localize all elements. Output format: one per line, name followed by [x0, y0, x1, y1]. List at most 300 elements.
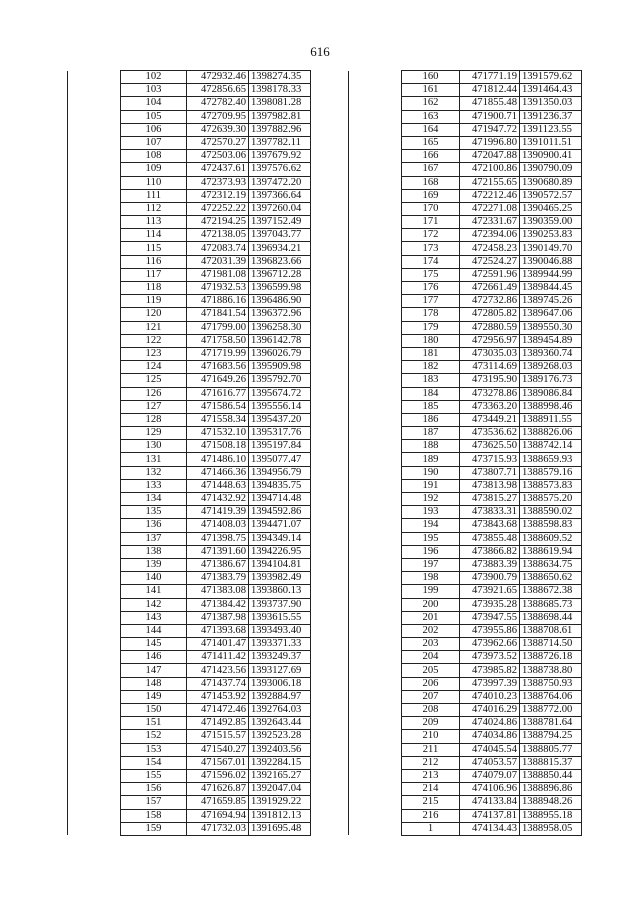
point-number-cell: 102 [121, 71, 187, 84]
point-number-cell: 159 [121, 822, 187, 835]
x-coordinate-cell: 472394.06 [460, 229, 520, 242]
table-row [68, 690, 311, 703]
blank-column-cell [68, 427, 121, 440]
blank-column-cell [349, 361, 402, 374]
point-number-cell: 160 [402, 71, 460, 84]
point-number-cell: 117 [121, 268, 187, 281]
x-coordinate-cell: 471626.87 [187, 783, 249, 796]
point-number-cell: 191 [402, 479, 460, 492]
point-number-cell: 209 [402, 717, 460, 730]
x-coordinate-cell: 474010.23 [460, 690, 520, 703]
y-coordinate-cell: 1396486.90 [249, 295, 311, 308]
table-row [68, 545, 311, 558]
point-number-cell: 130 [121, 440, 187, 453]
x-coordinate-cell: 474016.29 [460, 704, 520, 717]
point-number-cell: 214 [402, 783, 460, 796]
blank-column-cell [68, 71, 121, 84]
table-row [68, 440, 311, 453]
blank-column-cell [68, 730, 121, 743]
x-coordinate-cell: 471771.19 [460, 71, 520, 84]
x-coordinate-cell: 471719.99 [187, 347, 249, 360]
y-coordinate-cell: 1397152.49 [249, 216, 311, 229]
blank-column-cell [349, 598, 402, 611]
blank-column-cell [68, 361, 121, 374]
x-coordinate-cell: 473035.03 [460, 347, 520, 360]
point-number-cell: 183 [402, 374, 460, 387]
point-number-cell: 151 [121, 717, 187, 730]
y-coordinate-cell: 1393127.69 [249, 664, 311, 677]
table-row [349, 532, 582, 545]
blank-column-cell [68, 769, 121, 782]
table-row [68, 400, 311, 413]
table-row [68, 651, 311, 664]
y-coordinate-cell: 1393006.18 [249, 677, 311, 690]
blank-column-cell [68, 321, 121, 334]
point-number-cell: 206 [402, 677, 460, 690]
x-coordinate-cell: 472031.39 [187, 255, 249, 268]
table-row [68, 347, 311, 360]
x-coordinate-cell: 474133.84 [460, 796, 520, 809]
point-number-cell: 136 [121, 519, 187, 532]
blank-column-cell [68, 558, 121, 571]
x-coordinate-cell: 471432.92 [187, 493, 249, 506]
x-coordinate-cell: 473997.39 [460, 677, 520, 690]
blank-column-cell [349, 229, 402, 242]
table-row [68, 638, 311, 651]
table-row [349, 743, 582, 756]
table-row [349, 453, 582, 466]
y-coordinate-cell: 1390046.88 [520, 255, 582, 268]
x-coordinate-cell: 473114.69 [460, 361, 520, 374]
point-number-cell: 149 [121, 690, 187, 703]
y-coordinate-cell: 1389844.45 [520, 282, 582, 295]
x-coordinate-cell: 471486.10 [187, 453, 249, 466]
point-number-cell: 192 [402, 493, 460, 506]
point-number-cell: 1 [402, 822, 460, 835]
x-coordinate-cell: 474079.07 [460, 769, 520, 782]
x-coordinate-cell: 471383.08 [187, 585, 249, 598]
table-row [68, 295, 311, 308]
point-number-cell: 131 [121, 453, 187, 466]
y-coordinate-cell: 1391011.51 [520, 136, 582, 149]
y-coordinate-cell: 1389550.30 [520, 321, 582, 334]
table-row [68, 361, 311, 374]
point-number-cell: 207 [402, 690, 460, 703]
table-row [349, 163, 582, 176]
x-coordinate-cell: 472194.25 [187, 216, 249, 229]
table-row [349, 651, 582, 664]
y-coordinate-cell: 1388672.38 [520, 585, 582, 598]
point-number-cell: 124 [121, 361, 187, 374]
blank-column-cell [68, 334, 121, 347]
point-number-cell: 123 [121, 347, 187, 360]
x-coordinate-cell: 471401.47 [187, 638, 249, 651]
y-coordinate-cell: 1397472.20 [249, 176, 311, 189]
point-number-cell: 114 [121, 229, 187, 242]
y-coordinate-cell: 1388726.18 [520, 651, 582, 664]
y-coordinate-cell: 1388573.83 [520, 479, 582, 492]
x-coordinate-cell: 474137.81 [460, 809, 520, 822]
point-number-cell: 118 [121, 282, 187, 295]
table-row [68, 466, 311, 479]
point-number-cell: 162 [402, 97, 460, 110]
x-coordinate-cell: 474134.43 [460, 822, 520, 835]
x-coordinate-cell: 471398.75 [187, 532, 249, 545]
table-row [349, 189, 582, 202]
x-coordinate-cell: 473843.68 [460, 519, 520, 532]
x-coordinate-cell: 472437.61 [187, 163, 249, 176]
blank-column-cell [349, 572, 402, 585]
point-number-cell: 204 [402, 651, 460, 664]
y-coordinate-cell: 1388575.20 [520, 493, 582, 506]
point-number-cell: 154 [121, 756, 187, 769]
point-number-cell: 108 [121, 150, 187, 163]
point-number-cell: 169 [402, 189, 460, 202]
x-coordinate-cell: 472083.74 [187, 242, 249, 255]
point-number-cell: 141 [121, 585, 187, 598]
y-coordinate-cell: 1388685.73 [520, 598, 582, 611]
x-coordinate-cell: 471758.50 [187, 334, 249, 347]
point-number-cell: 128 [121, 413, 187, 426]
table-row [68, 519, 311, 532]
x-coordinate-cell: 474024.86 [460, 717, 520, 730]
x-coordinate-cell: 472524.27 [460, 255, 520, 268]
y-coordinate-cell: 1396372.96 [249, 308, 311, 321]
table-row [349, 493, 582, 506]
blank-column-cell [349, 374, 402, 387]
y-coordinate-cell: 1394835.75 [249, 479, 311, 492]
x-coordinate-cell: 471616.77 [187, 387, 249, 400]
y-coordinate-cell: 1395197.84 [249, 440, 311, 453]
point-number-cell: 156 [121, 783, 187, 796]
table-row [349, 690, 582, 703]
x-coordinate-cell: 472312.19 [187, 189, 249, 202]
table-row [349, 598, 582, 611]
table-row [68, 229, 311, 242]
y-coordinate-cell: 1396823.66 [249, 255, 311, 268]
blank-column-cell [68, 545, 121, 558]
blank-column-cell [68, 704, 121, 717]
blank-column-cell [68, 532, 121, 545]
y-coordinate-cell: 1391464.43 [520, 84, 582, 97]
table-row [349, 136, 582, 149]
table-row [349, 84, 582, 97]
x-coordinate-cell: 473973.52 [460, 651, 520, 664]
blank-column-cell [349, 255, 402, 268]
x-coordinate-cell: 472709.95 [187, 110, 249, 123]
blank-column-cell [349, 769, 402, 782]
y-coordinate-cell: 1388742.14 [520, 440, 582, 453]
x-coordinate-cell: 473921.65 [460, 585, 520, 598]
blank-column-cell [68, 255, 121, 268]
table-row [349, 295, 582, 308]
blank-column-cell [349, 163, 402, 176]
blank-column-cell [68, 638, 121, 651]
blank-column-cell [349, 506, 402, 519]
blank-column-cell [349, 176, 402, 189]
y-coordinate-cell: 1388619.94 [520, 545, 582, 558]
y-coordinate-cell: 1388826.06 [520, 427, 582, 440]
x-coordinate-cell: 471453.92 [187, 690, 249, 703]
x-coordinate-cell: 471423.56 [187, 664, 249, 677]
table-row [68, 334, 311, 347]
table-row [349, 440, 582, 453]
y-coordinate-cell: 1397982.81 [249, 110, 311, 123]
table-row [349, 268, 582, 281]
table-row [68, 624, 311, 637]
point-number-cell: 177 [402, 295, 460, 308]
point-number-cell: 187 [402, 427, 460, 440]
blank-column-cell [68, 282, 121, 295]
point-number-cell: 197 [402, 558, 460, 571]
x-coordinate-cell: 471419.39 [187, 506, 249, 519]
x-coordinate-cell: 471472.46 [187, 704, 249, 717]
y-coordinate-cell: 1394104.81 [249, 558, 311, 571]
blank-column-cell [68, 413, 121, 426]
y-coordinate-cell: 1388714.50 [520, 638, 582, 651]
x-coordinate-cell: 473935.28 [460, 598, 520, 611]
x-coordinate-cell: 472591.96 [460, 268, 520, 281]
point-number-cell: 186 [402, 413, 460, 426]
table-row [68, 136, 311, 149]
point-number-cell: 180 [402, 334, 460, 347]
table-row [68, 493, 311, 506]
blank-column-cell [68, 506, 121, 519]
blank-column-cell [68, 493, 121, 506]
x-coordinate-cell: 472252.22 [187, 202, 249, 215]
y-coordinate-cell: 1396934.21 [249, 242, 311, 255]
blank-column-cell [68, 176, 121, 189]
blank-column-cell [68, 743, 121, 756]
y-coordinate-cell: 1388708.61 [520, 624, 582, 637]
table-row [68, 308, 311, 321]
blank-column-cell [68, 519, 121, 532]
point-number-cell: 181 [402, 347, 460, 360]
table-row [349, 229, 582, 242]
blank-column-cell [68, 822, 121, 835]
table-row [349, 361, 582, 374]
table-row [68, 84, 311, 97]
point-number-cell: 155 [121, 769, 187, 782]
y-coordinate-cell: 1395077.47 [249, 453, 311, 466]
table-row [349, 809, 582, 822]
y-coordinate-cell: 1388815.37 [520, 756, 582, 769]
point-number-cell: 120 [121, 308, 187, 321]
y-coordinate-cell: 1396142.78 [249, 334, 311, 347]
point-number-cell: 145 [121, 638, 187, 651]
blank-column-cell [349, 295, 402, 308]
table-row [68, 413, 311, 426]
point-number-cell: 202 [402, 624, 460, 637]
table-row [349, 97, 582, 110]
x-coordinate-cell: 471841.54 [187, 308, 249, 321]
x-coordinate-cell: 472138.05 [187, 229, 249, 242]
blank-column-cell [68, 624, 121, 637]
blank-column-cell [68, 123, 121, 136]
y-coordinate-cell: 1388698.44 [520, 611, 582, 624]
x-coordinate-cell: 473278.86 [460, 387, 520, 400]
x-coordinate-cell: 473625.50 [460, 440, 520, 453]
point-number-cell: 208 [402, 704, 460, 717]
blank-column-cell [349, 730, 402, 743]
table-row [349, 783, 582, 796]
blank-column-cell [68, 400, 121, 413]
blank-column-cell [68, 664, 121, 677]
y-coordinate-cell: 1396258.30 [249, 321, 311, 334]
table-row [349, 123, 582, 136]
blank-column-cell [68, 136, 121, 149]
blank-column-cell [349, 690, 402, 703]
point-number-cell: 175 [402, 268, 460, 281]
coordinates-table-right [348, 70, 582, 836]
blank-column-cell [349, 756, 402, 769]
x-coordinate-cell: 471408.03 [187, 519, 249, 532]
table-row [68, 822, 311, 835]
x-coordinate-cell: 472503.06 [187, 150, 249, 163]
table-row [349, 387, 582, 400]
x-coordinate-cell: 474045.54 [460, 743, 520, 756]
point-number-cell: 146 [121, 651, 187, 664]
table-row [349, 466, 582, 479]
y-coordinate-cell: 1391812.13 [249, 809, 311, 822]
point-number-cell: 176 [402, 282, 460, 295]
blank-column-cell [349, 427, 402, 440]
y-coordinate-cell: 1388650.62 [520, 572, 582, 585]
table-row [68, 677, 311, 690]
y-coordinate-cell: 1390465.25 [520, 202, 582, 215]
x-coordinate-cell: 471558.34 [187, 413, 249, 426]
x-coordinate-cell: 472732.86 [460, 295, 520, 308]
blank-column-cell [349, 479, 402, 492]
table-row [68, 71, 311, 84]
point-number-cell: 133 [121, 479, 187, 492]
point-number-cell: 134 [121, 493, 187, 506]
table-row [68, 756, 311, 769]
y-coordinate-cell: 1388805.77 [520, 743, 582, 756]
blank-column-cell [68, 97, 121, 110]
blank-column-cell [349, 809, 402, 822]
blank-column-cell [68, 84, 121, 97]
table-row [349, 71, 582, 84]
y-coordinate-cell: 1395317.76 [249, 427, 311, 440]
x-coordinate-cell: 473363.20 [460, 400, 520, 413]
blank-column-cell [349, 440, 402, 453]
y-coordinate-cell: 1388955.18 [520, 809, 582, 822]
table-row [68, 150, 311, 163]
x-coordinate-cell: 472880.59 [460, 321, 520, 334]
blank-column-cell [349, 558, 402, 571]
x-coordinate-cell: 473449.21 [460, 413, 520, 426]
blank-column-cell [349, 136, 402, 149]
blank-column-cell [349, 704, 402, 717]
y-coordinate-cell: 1389268.03 [520, 361, 582, 374]
table-row [68, 558, 311, 571]
y-coordinate-cell: 1392403.56 [249, 743, 311, 756]
y-coordinate-cell: 1388850.44 [520, 769, 582, 782]
blank-column-cell [349, 493, 402, 506]
y-coordinate-cell: 1393249.37 [249, 651, 311, 664]
table-row [68, 809, 311, 822]
point-number-cell: 179 [402, 321, 460, 334]
y-coordinate-cell: 1388794.25 [520, 730, 582, 743]
x-coordinate-cell: 472047.88 [460, 150, 520, 163]
point-number-cell: 144 [121, 624, 187, 637]
point-number-cell: 196 [402, 545, 460, 558]
y-coordinate-cell: 1391695.48 [249, 822, 311, 835]
table-row [68, 730, 311, 743]
x-coordinate-cell: 473833.31 [460, 506, 520, 519]
table-row [349, 717, 582, 730]
x-coordinate-cell: 472639.30 [187, 123, 249, 136]
blank-column-cell [68, 796, 121, 809]
point-number-cell: 168 [402, 176, 460, 189]
point-number-cell: 129 [121, 427, 187, 440]
blank-column-cell [349, 202, 402, 215]
table-row [349, 756, 582, 769]
table-row [68, 479, 311, 492]
table-row [68, 189, 311, 202]
blank-column-cell [349, 216, 402, 229]
blank-column-cell [68, 611, 121, 624]
table-row [349, 677, 582, 690]
x-coordinate-cell: 471996.80 [460, 136, 520, 149]
blank-column-cell [349, 822, 402, 835]
point-number-cell: 189 [402, 453, 460, 466]
table-row [68, 743, 311, 756]
point-number-cell: 165 [402, 136, 460, 149]
point-number-cell: 194 [402, 519, 460, 532]
y-coordinate-cell: 1392047.04 [249, 783, 311, 796]
y-coordinate-cell: 1392523.28 [249, 730, 311, 743]
y-coordinate-cell: 1389360.74 [520, 347, 582, 360]
table-row [349, 638, 582, 651]
point-number-cell: 109 [121, 163, 187, 176]
point-number-cell: 188 [402, 440, 460, 453]
y-coordinate-cell: 1397576.62 [249, 163, 311, 176]
y-coordinate-cell: 1392884.97 [249, 690, 311, 703]
x-coordinate-cell: 471694.94 [187, 809, 249, 822]
y-coordinate-cell: 1388590.02 [520, 506, 582, 519]
blank-column-cell [349, 71, 402, 84]
blank-column-cell [349, 110, 402, 123]
y-coordinate-cell: 1395437.20 [249, 413, 311, 426]
point-number-cell: 135 [121, 506, 187, 519]
table-row [68, 611, 311, 624]
y-coordinate-cell: 1397260.04 [249, 202, 311, 215]
blank-column-cell [349, 466, 402, 479]
y-coordinate-cell: 1392643.44 [249, 717, 311, 730]
y-coordinate-cell: 1397882.96 [249, 123, 311, 136]
table-row [68, 321, 311, 334]
y-coordinate-cell: 1393982.49 [249, 572, 311, 585]
x-coordinate-cell: 472458.23 [460, 242, 520, 255]
x-coordinate-cell: 473962.66 [460, 638, 520, 651]
point-number-cell: 127 [121, 400, 187, 413]
table-row [68, 163, 311, 176]
table-row [349, 347, 582, 360]
x-coordinate-cell: 471855.48 [460, 97, 520, 110]
x-coordinate-cell: 471649.26 [187, 374, 249, 387]
point-number-cell: 137 [121, 532, 187, 545]
table-row [68, 216, 311, 229]
blank-column-cell [68, 110, 121, 123]
table-row [349, 585, 582, 598]
y-coordinate-cell: 1390790.09 [520, 163, 582, 176]
blank-column-cell [349, 97, 402, 110]
y-coordinate-cell: 1393615.55 [249, 611, 311, 624]
table-row [349, 427, 582, 440]
x-coordinate-cell: 471411.42 [187, 651, 249, 664]
